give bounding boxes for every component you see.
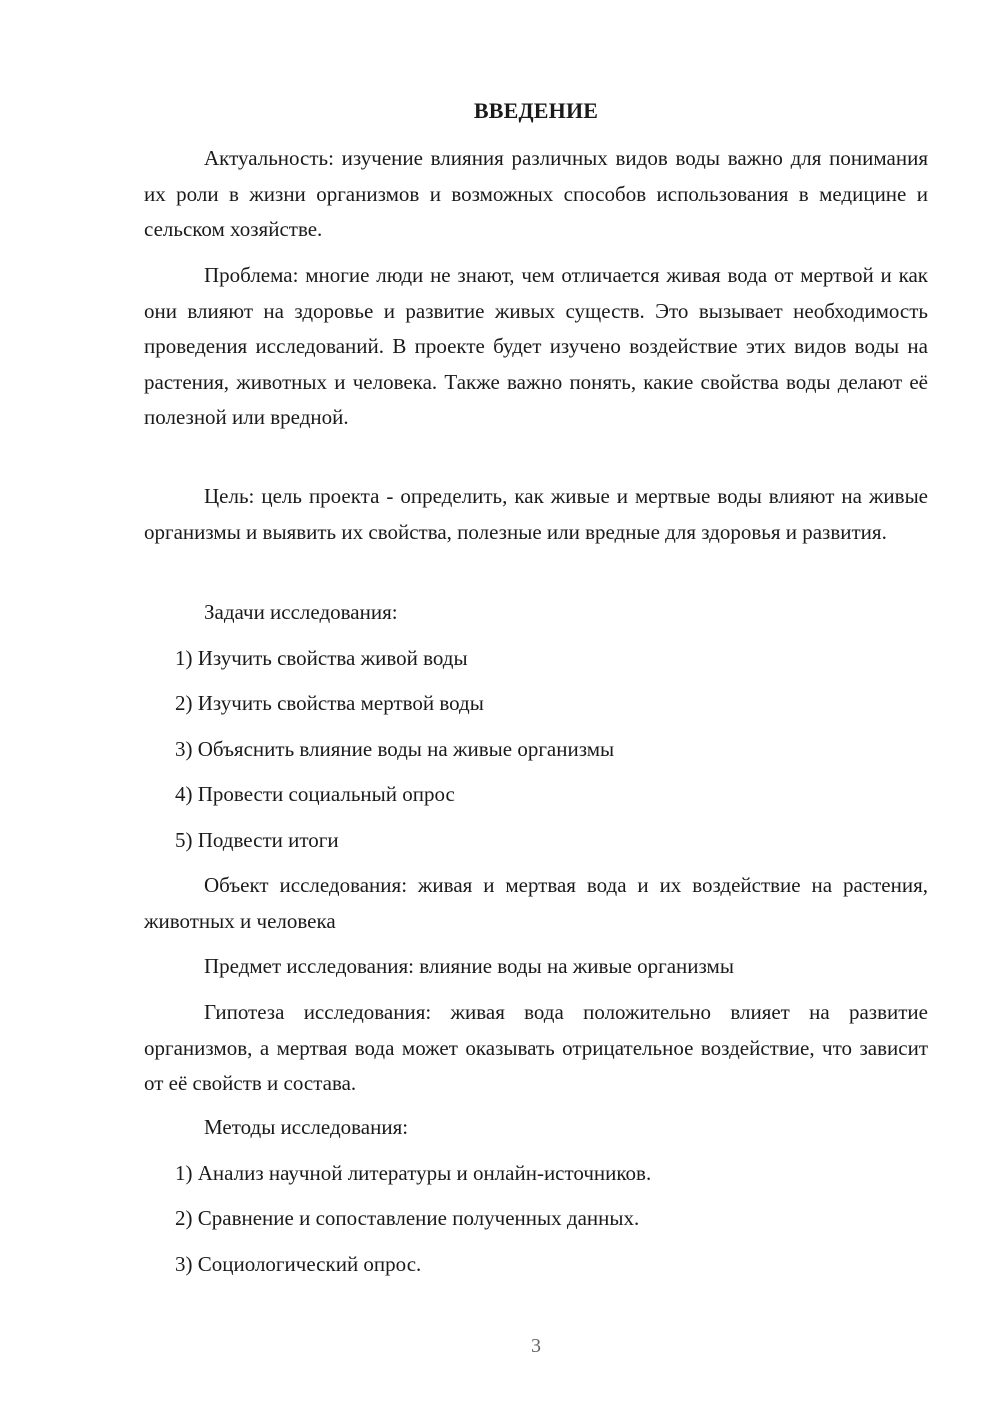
task-item: 5) Подвести итоги [175, 828, 339, 852]
problem-paragraph: Проблема: многие люди не знают, чем отличается живая вода от мертвой и как они влияют на здоровье и развитие живых существ. Это вызывает необходимость проведения исследований. В проекте будет изучено воздействие этих видов воды на растения, животных и человека. Также важно понять, какие свойства воды делают её полезной или вредной. [144, 263, 928, 429]
method-item: 2) Сравнение и сопоставление полученных данных. [175, 1206, 640, 1230]
hypothesis-paragraph: Гипотеза исследования: живая вода положительно влияет на развитие организмов, а мертвая вода может оказывать отрицательное воздействие, что зависит от её свойств и состава. [144, 1000, 928, 1095]
task-item: 1) Изучить свойства живой воды [175, 646, 468, 670]
relevance-paragraph: Актуальность: изучение влияния различных видов воды важно для понимания их роли в жизни организмов и возможных способов использования в медицине и сельском хозяйстве. [144, 146, 928, 241]
methods-title: Методы исследования: [204, 1115, 409, 1139]
object-paragraph: Объект исследования: живая и мертвая вода и их воздействие на растения, животных и человека [144, 873, 928, 933]
task-item: 3) Объяснить влияние воды на живые организмы [175, 737, 615, 761]
section-heading: ВВЕДЕНИЕ [473, 98, 599, 123]
method-item: 1) Анализ научной литературы и онлайн-источников. [175, 1161, 652, 1185]
task-item: 2) Изучить свойства мертвой воды [175, 691, 484, 715]
subject-paragraph: Предмет исследования: влияние воды на живые организмы [204, 954, 734, 978]
goal-paragraph: Цель: цель проекта - определить, как живые и мертвые воды влияют на живые организмы и выявить их свойства, полезные или вредные для здоровья и развития. [144, 484, 928, 544]
page-number: 3 [531, 1335, 541, 1357]
tasks-title: Задачи исследования: [204, 600, 398, 624]
method-item: 3) Социологический опрос. [175, 1252, 422, 1276]
task-item: 4) Провести социальный опрос [175, 782, 455, 806]
